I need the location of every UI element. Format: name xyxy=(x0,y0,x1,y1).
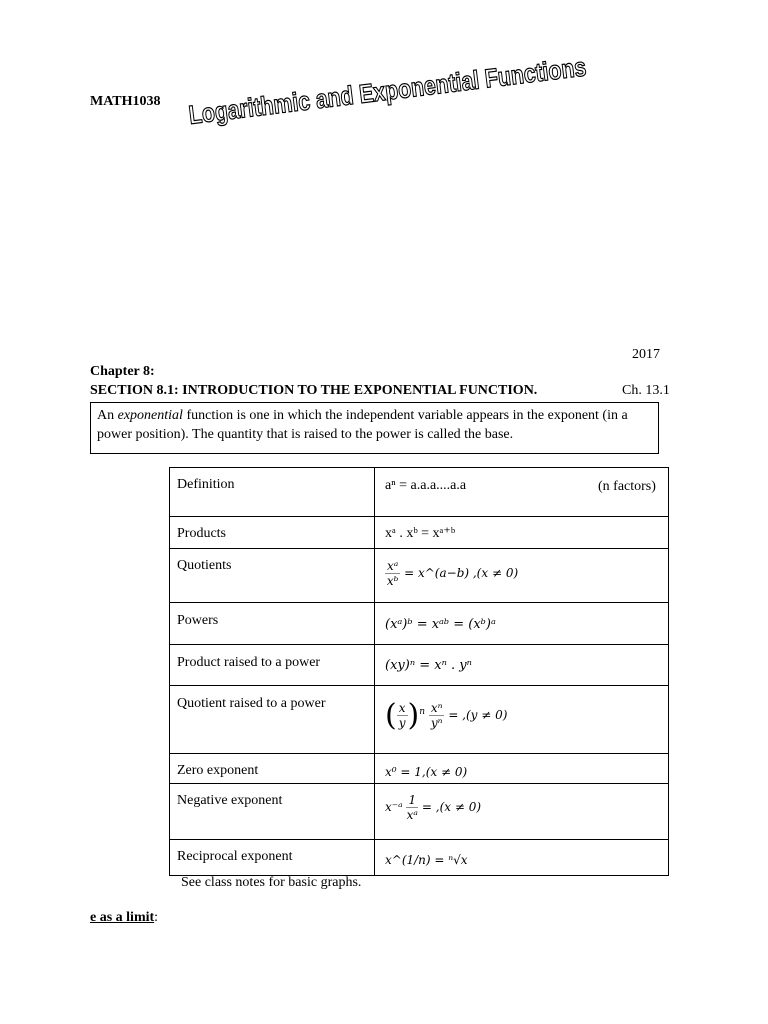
table-row xyxy=(170,840,669,876)
rule-law: ( $\frac{x}{y}$ )$^n$ $\frac{\text{xⁿ}}{\text{yⁿ}}$ = ,(y ≠ 0) xyxy=(375,686,669,754)
table-row xyxy=(170,754,669,784)
rule-law: (xᵃ)ᵇ = xᵃᵇ = (xᵇ)ᵃ xyxy=(375,603,669,645)
chapter-heading: Chapter 8: xyxy=(90,364,155,379)
quotient-power-result: $\frac{\text{xⁿ}}{\text{yⁿ}}$ xyxy=(430,701,443,730)
rule-name: Zero exponent xyxy=(170,754,375,784)
rule-law xyxy=(375,784,669,840)
table-row xyxy=(170,603,669,645)
negative-fraction: $\frac{1}{\text{xᵃ}}$ xyxy=(406,793,418,822)
rule-law: x^(1/n) = ⁿ√x xyxy=(375,840,669,876)
definition-prefix: An xyxy=(97,408,118,423)
course-code: MATH1038 xyxy=(90,94,161,109)
title-text: Logarithmic and Exponential Functions xyxy=(187,40,676,130)
year: 2017 xyxy=(632,347,660,362)
negative-lhs: x⁻ᵃ xyxy=(385,800,403,814)
rule-law: x⁰ = 1,(x ≠ 0) xyxy=(375,754,669,784)
table-row xyxy=(170,645,669,686)
rule-name: Definition xyxy=(170,468,375,517)
quotient-power-law: = ,(y ≠ 0) xyxy=(448,708,508,722)
exponent-rules-table xyxy=(169,467,669,876)
table-row xyxy=(170,686,669,754)
table-row xyxy=(170,549,669,603)
definition-box xyxy=(90,402,659,454)
rule-name: Quotient raised to a power xyxy=(170,686,375,754)
quotient-power-inner: $\frac{x}{y}$ xyxy=(398,701,406,730)
rule-law: (xy)ⁿ = xⁿ . yⁿ xyxy=(375,645,669,686)
definition-note: (n factors) xyxy=(598,479,656,494)
rule-name: Product raised to a power xyxy=(170,645,375,686)
rule-law xyxy=(375,468,669,517)
definition-term: exponential xyxy=(117,408,183,423)
quotient-fraction: $\frac{\text{xᵃ}}{\text{xᵇ}}$ xyxy=(386,559,399,588)
rule-name: Quotients xyxy=(170,549,375,603)
definition-text: function is one in which the independent variable appears in the exponent (in a power position). The quantity that is raised to the power is called the base. xyxy=(97,408,628,442)
table-row xyxy=(170,784,669,840)
graphs-note: See class notes for basic graphs. xyxy=(181,875,362,890)
rule-law: xᵃ . xᵇ = xᵃ⁺ᵇ xyxy=(375,517,669,549)
rule-name: Products xyxy=(170,517,375,549)
rule-name: Reciprocal exponent xyxy=(170,840,375,876)
definition-law: aⁿ = a.a.a....a.a xyxy=(385,478,467,493)
rule-name: Powers xyxy=(170,603,375,645)
title-wordart xyxy=(186,40,676,136)
negative-law: = ,(x ≠ 0) xyxy=(421,800,482,814)
chapter-reference: Ch. 13.1 xyxy=(622,383,670,398)
table-row xyxy=(170,517,669,549)
e-as-limit-heading: e as a limit: xyxy=(90,910,159,925)
rule-name: Negative exponent xyxy=(170,784,375,840)
quotient-law: = x^(a−b) ,(x ≠ 0) xyxy=(404,566,519,580)
table-row xyxy=(170,468,669,517)
rule-law xyxy=(375,549,669,603)
section-heading: SECTION 8.1: INTRODUCTION TO THE EXPONENTIAL FUNCTION. xyxy=(90,383,538,398)
